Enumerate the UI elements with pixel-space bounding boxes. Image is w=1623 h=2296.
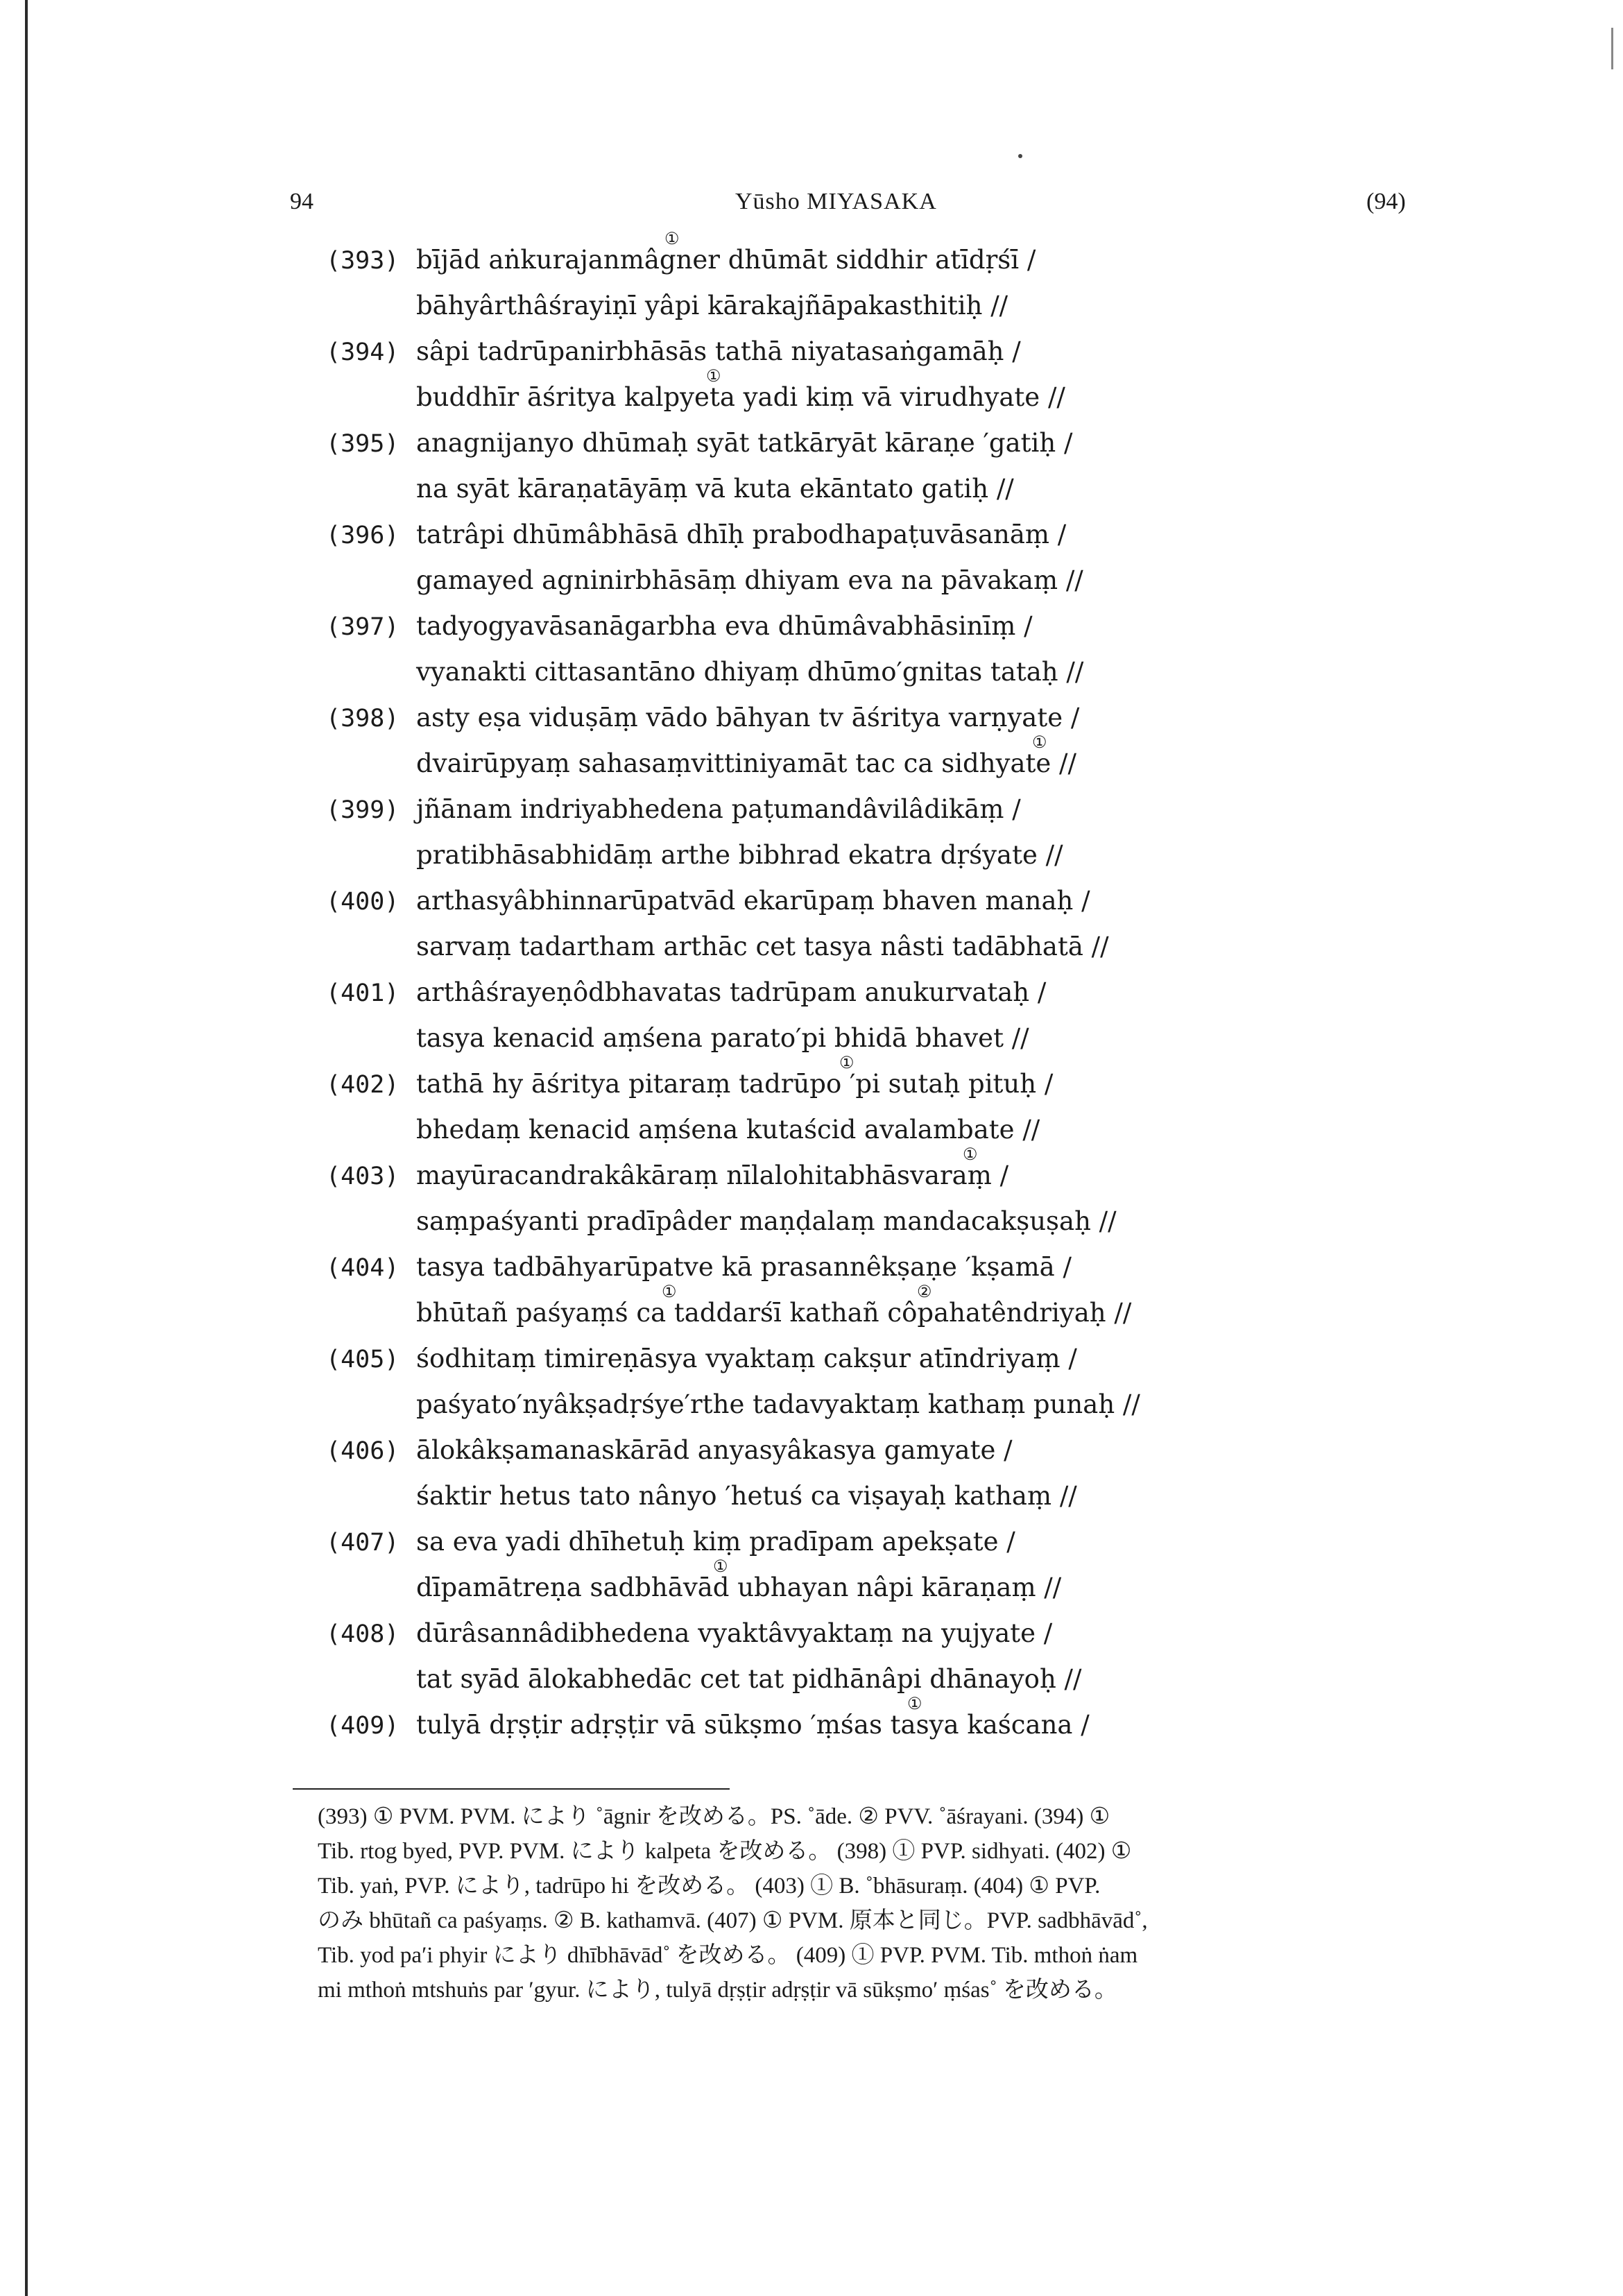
verse-text: saṃpaśyanti pradīpâder maṇḍalaṃ mandacakṣuṣaḥ //	[416, 1206, 1117, 1236]
page-edge-line	[25, 0, 28, 2296]
footnote-marker: ①	[963, 1145, 978, 1164]
verse-line	[326, 1611, 1052, 1656]
verse-line	[326, 329, 1021, 375]
footnote-line: Tib. yod pa′i phyir により dhībhāvād˚ を改める。 (409) ① PVP. PVM. Tib. mthoṅ ṅam	[318, 1943, 1138, 1968]
verse-text: tat syād ālokabhedāc cet tat pidhānâpi dhānayoḥ //	[416, 1664, 1082, 1694]
verse-text: asty eṣa viduṣāṃ vādo bāhyan tv āśritya varṇyate /	[416, 703, 1080, 733]
verse-number: (406)	[326, 1437, 400, 1465]
verse-number: (408)	[326, 1620, 400, 1648]
verse-text: gamayed agninirbhāsāṃ dhiyam eva na pāvakaṃ //	[416, 565, 1083, 595]
verse-text: tasya tadbāhyarūpatve kā prasannêkṣaṇe ′kṣamā /	[416, 1252, 1072, 1282]
verse-number: (398)	[326, 705, 400, 733]
verse-text: na syāt kāraṇatāyāṃ vā kuta ekāntato gatiḥ //	[416, 474, 1014, 504]
verse-line	[326, 1107, 1040, 1153]
verse-line	[326, 283, 1008, 329]
verse-text: śodhitaṃ timireṇāsya vyaktaṃ cakṣur atīndriyaṃ /	[416, 1344, 1077, 1373]
verse-text: arthasyâbhinnarūpatvād ekarūpaṃ bhaven manaḥ /	[416, 886, 1090, 916]
verse-line	[326, 787, 1021, 832]
verse-line	[326, 741, 1076, 787]
verse-line	[326, 512, 1066, 558]
verse-text: tathā hy āśritya pitaraṃ tadrūpo ′pi sutaḥ pituḥ /	[416, 1069, 1054, 1099]
verse-text: sarvaṃ tadartham arthāc cet tasya nâsti tadābhatā //	[416, 932, 1109, 961]
footnote-marker: ①	[907, 1694, 922, 1713]
verse-line	[326, 466, 1014, 512]
verse-number: (409)	[326, 1712, 400, 1740]
verse-line	[326, 558, 1083, 603]
running-header	[0, 189, 1623, 223]
verse-number: (396)	[326, 522, 400, 549]
footnote-line: mi mthoṅ mtshuṅs par ′gyur. により, tulyā dṛṣṭir adṛṣṭir vā sūkṣmo′ ṃśas˚ を改める。	[318, 1978, 1117, 2003]
verse-line	[326, 1382, 1140, 1428]
verse-line	[326, 1244, 1072, 1290]
verse-line	[326, 1153, 1008, 1199]
verse-number: (394)	[326, 339, 400, 366]
verse-line	[326, 878, 1090, 924]
verse-line	[326, 420, 1072, 466]
verse-number: (403)	[326, 1163, 400, 1190]
verse-line	[326, 1656, 1081, 1702]
verse-text: tasya kenacid aṃśena parato′pi bhidā bhavet //	[416, 1023, 1029, 1053]
page-number-right: (94)	[1366, 189, 1406, 214]
verse-number: (401)	[326, 979, 400, 1007]
verse-text: ālokâkṣamanaskārād anyasyâkasya gamyate /	[416, 1435, 1013, 1465]
verse-text: pratibhāsabhidāṃ arthe bibhrad ekatra dṛśyate //	[416, 840, 1063, 870]
footnote-line: のみ bhūtañ ca paśyaṃs. ② B. kathamvā. (407) ① PVM. 原本と同じ。PVP. sadbhāvād˚,	[318, 1908, 1148, 1933]
verse-text: mayūracandrakâkāraṃ nīlalohitabhāsvaraṃ /	[416, 1160, 1009, 1190]
footnote-marker: ①	[664, 229, 680, 248]
verse-number: (402)	[326, 1071, 400, 1099]
verse-text: śaktir hetus tato nânyo ′hetuś ca viṣayaḥ kathaṃ //	[416, 1481, 1077, 1511]
footnote-rule	[293, 1788, 730, 1790]
verse-line	[326, 1061, 1053, 1107]
verse-line	[326, 1336, 1077, 1382]
verse-text: buddhīr āśritya kalpyeta yadi kiṃ vā virudhyate //	[416, 382, 1065, 412]
footnotes	[318, 1799, 1469, 2007]
verse-line	[326, 970, 1046, 1016]
verse-line	[326, 649, 1083, 695]
footnote-line: Tib. rtog byed, PVP. PVM. により kalpeta を改める。 (398) ① PVP. sidhyati. (402) ①	[318, 1839, 1132, 1864]
footnote-marker: ①	[1032, 733, 1047, 752]
verse-line	[326, 1290, 1131, 1336]
verse-number: (400)	[326, 888, 400, 916]
verse-text: sâpi tadrūpanirbhāsās tathā niyatasaṅgamāḥ /	[416, 336, 1021, 366]
verse-number: (405)	[326, 1346, 400, 1373]
author-name: Yūsho MIYASAKA	[735, 189, 937, 214]
verse-text: bhedaṃ kenacid aṃśena kutaścid avalambate //	[416, 1115, 1040, 1145]
verse-line	[326, 1199, 1117, 1244]
verse-number: (397)	[326, 613, 400, 641]
verse-line	[326, 1519, 1015, 1565]
verse-text: paśyato′nyâkṣadṛśye′rthe tadavyaktaṃ kathaṃ punaḥ //	[416, 1389, 1140, 1419]
verse-text: tadyogyavāsanāgarbha eva dhūmâvabhāsinīṃ /	[416, 611, 1033, 641]
verse-text: bījād aṅkurajanmâgner dhūmāt siddhir atīdṛśī /	[416, 245, 1036, 275]
verse-line	[326, 1473, 1077, 1519]
footnote-marker: ②	[917, 1282, 932, 1301]
verse-line	[326, 695, 1079, 741]
verse-line	[326, 1702, 1090, 1748]
verse-text: sa eva yadi dhīhetuḥ kiṃ pradīpam apekṣate /	[416, 1527, 1015, 1557]
verse-text: tulyā dṛṣṭir adṛṣṭir vā sūkṣmo ′ṃśas tasya kaścana /	[416, 1710, 1090, 1740]
footnote-marker: ①	[713, 1557, 728, 1576]
verse-text: bāhyârthâśrayiṇī yâpi kārakajñāpakasthitiḥ //	[416, 291, 1008, 320]
verse-text: tatrâpi dhūmâbhāsā dhīḥ prabodhapaṭuvāsanāṃ /	[416, 520, 1067, 549]
verse-text: vyanakti cittasantāno dhiyaṃ dhūmo′gnitas tataḥ //	[416, 657, 1084, 687]
verse-line	[326, 1565, 1061, 1611]
footnote-marker: ①	[662, 1282, 677, 1301]
verse-number: (395)	[326, 430, 400, 458]
footnote-line: Tib. yaṅ, PVP. により, tadrūpo hi を改める。 (403) ① B. ˚bhāsuraṃ. (404) ① PVP.	[318, 1874, 1101, 1899]
verse-number: (407)	[326, 1529, 400, 1557]
verse-text: dūrâsannâdibhedena vyaktâvyaktaṃ na yujyate /	[416, 1618, 1053, 1648]
verse-line	[326, 924, 1109, 970]
verse-text: jñānam indriyabhedena paṭumandâvilâdikāṃ /	[416, 794, 1021, 824]
verse-line	[326, 1016, 1029, 1061]
page-edge-mark	[1611, 28, 1617, 69]
verse-line	[326, 375, 1065, 420]
verse-text: arthâśrayeṇôdbhavatas tadrūpam anukurvataḥ /	[416, 977, 1047, 1007]
verse-number: (399)	[326, 796, 400, 824]
verse-line	[326, 237, 1036, 283]
page-number: 94	[290, 189, 314, 214]
speck	[1018, 154, 1022, 158]
verse-text: dīpamātreṇa sadbhāvād ubhayan nâpi kāraṇaṃ //	[416, 1573, 1062, 1602]
verse-line	[326, 603, 1033, 649]
verse-number: (404)	[326, 1254, 400, 1282]
verse-number: (393)	[326, 247, 400, 275]
footnote-marker: ①	[706, 366, 721, 386]
verse-text: anagnijanyo dhūmaḥ syāt tatkāryāt kāraṇe ′gatiḥ /	[416, 428, 1073, 458]
verse-line	[326, 1428, 1013, 1473]
verse-text: bhūtañ paśyaṃś ca taddarśī kathañ côpahatêndriyaḥ //	[416, 1298, 1132, 1328]
verse-line	[326, 832, 1063, 878]
footnote-marker: ①	[839, 1053, 855, 1072]
verse-text: dvairūpyaṃ sahasaṃvittiniyamāt tac ca sidhyate //	[416, 748, 1076, 778]
footnote-line: (393) ① PVM. PVM. により ˚āgnir を改める。PS. ˚āde. ② PVV. ˚āśrayani. (394) ①	[318, 1804, 1110, 1829]
